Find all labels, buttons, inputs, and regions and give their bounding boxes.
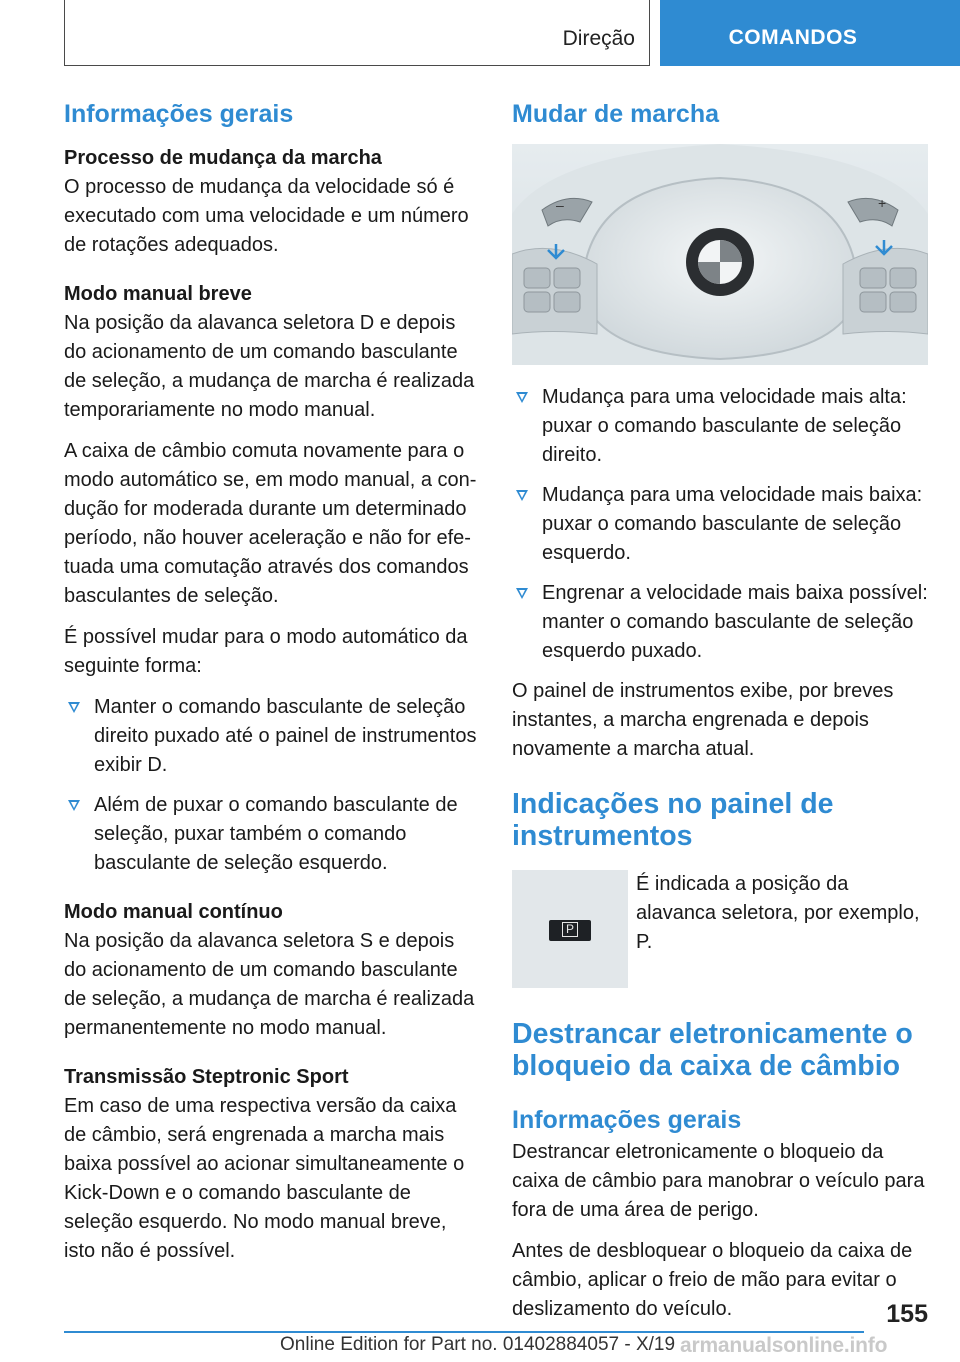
triangle-bullet-icon: [68, 800, 80, 811]
list-item: [64, 791, 479, 878]
gear-symbol: P: [562, 922, 578, 937]
paragraph-manual-breve-1: Na posição da alavanca seletora D e depois do acionamento de um comando basculante de seleção, a mudança de marcha é realizada temporariamente no modo manual.: [64, 312, 475, 421]
section-heading-indicacoes: Indicações no painel de instrumentos: [512, 788, 834, 852]
list-item: [512, 481, 928, 568]
paragraph-steptronic-sport: Em caso de uma respectiva versão da caixa de câmbio, será engrenada a marcha mais baixa possível ao acionar simultaneamente o Kick-Down e o comando basculante de seleção esquerdo. No modo manual breve, isto não é possível.: [64, 1095, 465, 1262]
paragraph-manual-breve-3: É possível mudar para o modo automático da seguinte forma:: [64, 626, 468, 677]
paragraph-destrancar-2: Antes de desbloquear o bloqueio da caixa de câmbio, aplicar o freio de mão para evitar o deslizamento do veículo.: [512, 1240, 913, 1320]
list-item-text: Engrenar a velocidade mais baixa possível: manter o comando basculante de seleção esquerdo puxado.: [542, 582, 928, 662]
paragraph-manual-breve-2: A caixa de câmbio comuta novamente para o modo automático se, em modo manual, a condução for moderada durante um determinado período, não houver aceleração e não for efetuada uma comutação através dos comandos basculantes de seleção.: [64, 440, 477, 607]
subheading-modo-manual-continuo: Modo manual contínuo: [64, 901, 283, 923]
triangle-bullet-icon: [68, 702, 80, 713]
header-chapter-tab: COMANDOS: [660, 0, 960, 66]
paragraph-painel-exibe: O painel de instrumentos exibe, por breves instantes, a marcha engrenada e depois novamente a marcha atual.: [512, 680, 894, 760]
subheading-modo-manual-breve: Modo manual breve: [64, 283, 252, 305]
section-heading-destrancar: Destrancar eletronicamente o bloqueio da caixa de câmbio: [512, 1018, 913, 1082]
list-item: [512, 383, 928, 470]
left-column: [64, 98, 479, 1278]
list-item-text: Manter o comando basculante de seleção direito puxado até o painel de instrumentos exibir D.: [94, 696, 477, 776]
paragraph-processo: O processo de mudança da velocidade só é executado com uma velocidade e um número de rotações adequados.: [64, 176, 469, 256]
section-heading-mudar-marcha: Mudar de marcha: [512, 100, 720, 128]
paddle-minus-label: –: [556, 197, 564, 213]
bullet-list-automatico: [64, 693, 479, 878]
gear-indicator-row: [512, 870, 928, 988]
triangle-bullet-icon: [516, 490, 528, 501]
paddle-plus-label: +: [878, 195, 887, 211]
paragraph-indicacoes: É indicada a posição da alavanca seletora, por exemplo, P.: [636, 873, 920, 953]
list-item-text: Mudança para uma velocidade mais baixa: puxar o comando basculante de seleção esquerdo.: [542, 484, 923, 564]
section-heading-informacoes: Informações gerais: [64, 100, 294, 128]
subheading-informacoes-gerais: Informações gerais: [512, 1106, 742, 1134]
right-column: [512, 98, 928, 1336]
gear-indicator-image: [512, 870, 628, 988]
footer-edition: Online Edition for Part no. 01402884057 - X/19: [280, 1334, 676, 1355]
list-item: [512, 579, 928, 666]
subheading-steptronic-sport: Transmissão Steptronic Sport: [64, 1066, 349, 1088]
subheading-processo: Processo de mudança da marcha: [64, 147, 382, 169]
paragraph-manual-continuo: Na posição da alavanca seletora S e depois do acionamento de um comando basculante de seleção, a mudança de marcha é realizada permanentemente no modo manual.: [64, 930, 475, 1039]
list-item-text: Além de puxar o comando basculante de seleção, puxar também o comando basculante de seleção esquerdo.: [94, 794, 458, 874]
bullet-list-mudar-marcha: [512, 383, 928, 666]
steering-wheel-illustration: [512, 144, 928, 365]
bmw-logo-icon: [686, 228, 754, 296]
triangle-bullet-icon: [516, 588, 528, 599]
triangle-bullet-icon: [516, 392, 528, 403]
gear-display-icon: [549, 920, 591, 941]
watermark: armanualsonline.info: [680, 1334, 888, 1357]
steering-wheel-icon: [512, 144, 928, 365]
header-section-title: Direção: [562, 27, 635, 50]
footer-divider: [64, 1331, 864, 1333]
list-item: [64, 693, 479, 780]
page-number: 155: [886, 1300, 928, 1328]
list-item-text: Mudança para uma velocidade mais alta: puxar o comando basculante de seleção direito.: [542, 386, 907, 466]
paragraph-destrancar-1: Destrancar eletronicamente o bloqueio da caixa de câmbio para manobrar o veículo para fora de uma área de perigo.: [512, 1141, 925, 1221]
